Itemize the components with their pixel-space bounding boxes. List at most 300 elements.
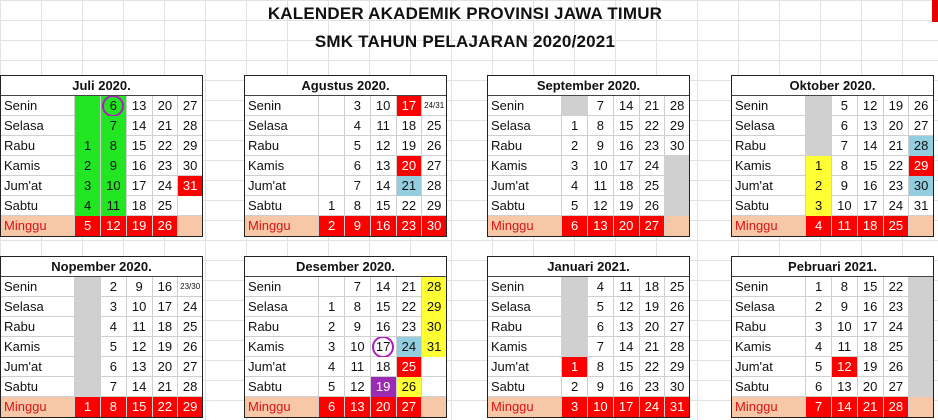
week-row (1, 297, 202, 317)
date-cell[interactable]: 24 (883, 196, 909, 216)
date-cell[interactable]: 28 (664, 337, 689, 357)
date-cell[interactable]: 9 (831, 176, 857, 196)
date-cell[interactable]: 18 (152, 317, 178, 337)
date-cell[interactable]: 8 (100, 136, 126, 156)
date-cell[interactable]: 14 (857, 136, 883, 156)
date-cell[interactable]: 20 (152, 357, 178, 377)
date-cell-circled[interactable]: 17 (370, 337, 396, 357)
date-cell[interactable] (318, 277, 344, 297)
date-cell[interactable]: 19 (370, 377, 396, 397)
date-cell[interactable]: 15 (370, 196, 396, 216)
date-cell[interactable]: 31 (177, 176, 202, 196)
date-cell[interactable] (177, 196, 202, 216)
date-cell[interactable]: 26 (421, 136, 446, 156)
date-cell[interactable]: 6 (805, 377, 831, 397)
date-cell[interactable]: 27 (177, 357, 202, 377)
date-cell[interactable]: 18 (126, 196, 152, 216)
date-cell[interactable]: 25 (883, 216, 909, 236)
date-cell[interactable]: 8 (344, 196, 370, 216)
date-cell[interactable]: 8 (344, 297, 370, 317)
date-cell[interactable]: 29 (421, 297, 446, 317)
date-cell[interactable]: 19 (152, 337, 178, 357)
date-cell[interactable]: 30 (908, 176, 933, 196)
date-cell[interactable]: 11 (587, 176, 613, 196)
date-cell[interactable]: 30 (421, 317, 446, 337)
date-cell[interactable]: 13 (587, 216, 613, 236)
date-cell[interactable]: 16 (370, 317, 396, 337)
date-cell[interactable]: 17 (857, 196, 883, 216)
date-cell[interactable]: 16 (126, 156, 152, 176)
date-cell[interactable]: 27 (883, 377, 909, 397)
date-cell[interactable]: 17 (613, 156, 639, 176)
date-cell[interactable]: 22 (883, 156, 909, 176)
week-row (1, 216, 202, 236)
date-cell[interactable]: 23 (883, 297, 909, 317)
date-cell[interactable]: 7 (344, 176, 370, 196)
date-cell[interactable]: 20 (396, 156, 422, 176)
date-cell[interactable]: 29 (177, 397, 202, 417)
date-cell[interactable] (561, 297, 587, 317)
date-cell[interactable] (318, 96, 344, 116)
date-cell[interactable]: 1 (318, 196, 344, 216)
date-cell[interactable]: 8 (587, 116, 613, 136)
date-cell[interactable]: 4 (805, 337, 831, 357)
date-cell[interactable]: 5 (831, 96, 857, 116)
date-cell[interactable]: 12 (857, 96, 883, 116)
date-cell[interactable]: 31 (421, 337, 446, 357)
date-cell[interactable]: 11 (831, 216, 857, 236)
date-cell[interactable]: 1 (805, 156, 831, 176)
date-cell[interactable]: 12 (370, 136, 396, 156)
date-cell[interactable]: 19 (126, 216, 152, 236)
week-row (1, 317, 202, 337)
date-cell[interactable] (74, 116, 100, 136)
date-cell[interactable]: 11 (613, 277, 639, 297)
date-cell[interactable]: 15 (613, 357, 639, 377)
weekday-label: Minggu (491, 218, 534, 233)
date-cell[interactable] (908, 377, 933, 397)
date-cell[interactable]: 17 (613, 397, 639, 417)
date-cell[interactable]: 2 (805, 297, 831, 317)
date-cell[interactable] (561, 337, 587, 357)
date-cell[interactable]: 16 (857, 176, 883, 196)
date-cell[interactable]: 21 (639, 96, 665, 116)
date-cell[interactable]: 26 (639, 196, 665, 216)
date-cell[interactable]: 22 (396, 297, 422, 317)
date-cell[interactable]: 13 (613, 317, 639, 337)
date-cell[interactable]: 15 (370, 297, 396, 317)
date-cell[interactable]: 11 (370, 116, 396, 136)
date-cell[interactable]: 28 (421, 176, 446, 196)
date-cell[interactable]: 9 (100, 156, 126, 176)
date-cell[interactable]: 9 (126, 277, 152, 297)
date-cell[interactable] (908, 337, 933, 357)
date-cell[interactable]: 8 (831, 156, 857, 176)
date-cell[interactable]: 14 (613, 96, 639, 116)
date-cell[interactable]: 15 (613, 116, 639, 136)
weekday-label: Senin (248, 98, 282, 113)
date-cell[interactable]: 12 (831, 357, 857, 377)
date-cell[interactable] (74, 297, 100, 317)
date-cell[interactable]: 22 (152, 397, 178, 417)
date-cell[interactable]: 1 (561, 357, 587, 377)
date-cell[interactable]: 26 (908, 96, 933, 116)
date-cell[interactable]: 25 (421, 116, 446, 136)
date-cell[interactable] (74, 377, 100, 397)
date-cell[interactable]: 7 (831, 136, 857, 156)
date-cell[interactable]: 28 (664, 96, 689, 116)
date-cell[interactable]: 19 (857, 357, 883, 377)
date-cell[interactable]: 18 (396, 116, 422, 136)
date-cell[interactable]: 20 (883, 116, 909, 136)
date-cell[interactable]: 16 (613, 136, 639, 156)
date-cell[interactable]: 21 (152, 116, 178, 136)
date-cell[interactable]: 12 (613, 297, 639, 317)
date-cell[interactable] (318, 116, 344, 136)
date-cell[interactable]: 3 (805, 196, 831, 216)
date-cell[interactable] (421, 357, 446, 377)
date-cell[interactable]: 18 (613, 176, 639, 196)
date-cell[interactable]: 16 (370, 216, 396, 236)
date-cell[interactable]: 26 (152, 216, 178, 236)
date-cell[interactable]: 13 (370, 156, 396, 176)
date-cell[interactable] (908, 317, 933, 337)
date-cell[interactable]: 5 (805, 357, 831, 377)
date-cell[interactable]: 23 (639, 136, 665, 156)
date-cell[interactable]: 24 (177, 297, 202, 317)
date-cell[interactable]: 11 (100, 196, 126, 216)
date-cell[interactable]: 2 (805, 176, 831, 196)
date-cell[interactable]: 3 (74, 176, 100, 196)
date-cell[interactable]: 28 (177, 116, 202, 136)
week-row (1, 96, 202, 116)
date-cell[interactable]: 4 (805, 216, 831, 236)
month-calendar (731, 75, 934, 237)
date-cell[interactable]: 25 (152, 196, 178, 216)
date-cell[interactable]: 10 (370, 96, 396, 116)
date-cell[interactable]: 7 (100, 116, 126, 136)
date-cell[interactable]: 6 (831, 116, 857, 136)
date-cell[interactable] (74, 96, 100, 116)
date-cell[interactable]: 24 (396, 337, 422, 357)
date-cell[interactable]: 26 (177, 337, 202, 357)
date-cell[interactable]: 10 (587, 156, 613, 176)
date-cell[interactable]: 28 (421, 277, 446, 297)
date-cell[interactable]: 16 (152, 277, 178, 297)
date-cell[interactable] (74, 357, 100, 377)
date-cell[interactable] (908, 277, 933, 297)
date-cell[interactable]: 24 (639, 397, 665, 417)
date-cell[interactable] (805, 116, 831, 136)
date-cell[interactable] (177, 216, 202, 236)
date-cell[interactable] (74, 337, 100, 357)
date-cell[interactable]: 19 (883, 96, 909, 116)
date-cell[interactable]: 23 (639, 377, 665, 397)
date-cell[interactable]: 26 (396, 377, 422, 397)
date-cell[interactable]: 1 (74, 136, 100, 156)
date-cell[interactable]: 29 (421, 196, 446, 216)
date-cell[interactable]: 10 (100, 176, 126, 196)
date-cell[interactable]: 15 (126, 397, 152, 417)
date-cell[interactable]: 23 (152, 156, 178, 176)
date-cell[interactable]: 29 (177, 136, 202, 156)
date-cell[interactable]: 11 (831, 337, 857, 357)
date-cell-circled[interactable]: 6 (100, 96, 126, 116)
date-cell[interactable]: 27 (396, 397, 422, 417)
date-cell[interactable]: 17 (857, 317, 883, 337)
date-cell[interactable]: 14 (370, 277, 396, 297)
date-cell[interactable]: 4 (100, 317, 126, 337)
date-cell[interactable] (561, 96, 587, 116)
weekday-label: Selasa (491, 118, 531, 133)
date-cell[interactable]: 5 (561, 196, 587, 216)
date-cell[interactable]: 16 (857, 297, 883, 317)
date-cell[interactable]: 3 (561, 397, 587, 417)
date-cell[interactable]: 8 (100, 397, 126, 417)
date-cell[interactable]: 11 (344, 357, 370, 377)
date-cell[interactable]: 21 (883, 136, 909, 156)
date-cell[interactable]: 4 (561, 176, 587, 196)
date-cell[interactable]: 19 (396, 136, 422, 156)
date-cell[interactable]: 4 (318, 357, 344, 377)
date-cell[interactable]: 6 (318, 397, 344, 417)
date-cell[interactable] (74, 277, 100, 297)
date-cell[interactable]: 18 (857, 216, 883, 236)
date-cell[interactable]: 2 (100, 277, 126, 297)
date-cell[interactable] (664, 216, 689, 236)
date-cell[interactable]: 7 (805, 397, 831, 417)
date-cell[interactable] (318, 176, 344, 196)
date-cell[interactable]: 4 (74, 196, 100, 216)
week-row (732, 397, 933, 417)
date-cell[interactable]: 1 (318, 297, 344, 317)
date-cell[interactable]: 30 (421, 216, 446, 236)
date-cell[interactable]: 28 (177, 377, 202, 397)
date-cell[interactable]: 27 (664, 317, 689, 337)
date-cell[interactable]: 30 (664, 136, 689, 156)
date-cell[interactable]: 7 (100, 377, 126, 397)
date-cell[interactable]: 13 (831, 377, 857, 397)
date-cell[interactable]: 17 (126, 176, 152, 196)
date-cell[interactable]: 19 (613, 196, 639, 216)
date-cell[interactable]: 30 (664, 377, 689, 397)
date-cell[interactable]: 17 (152, 297, 178, 317)
date-cell[interactable]: 22 (152, 136, 178, 156)
date-cell[interactable]: 21 (396, 176, 422, 196)
weekday-label: Sabtu (248, 198, 282, 213)
week-row (732, 156, 933, 176)
date-cell[interactable]: 13 (126, 357, 152, 377)
week-row (1, 397, 202, 417)
month-calendar (244, 256, 447, 418)
date-cell[interactable]: 26 (883, 357, 909, 377)
date-cell[interactable]: 3 (100, 297, 126, 317)
date-cell[interactable]: 6 (100, 357, 126, 377)
date-cell[interactable]: 9 (587, 377, 613, 397)
date-cell[interactable]: 27 (908, 116, 933, 136)
date-cell[interactable]: 6 (587, 317, 613, 337)
date-cell[interactable]: 11 (126, 317, 152, 337)
date-cell[interactable]: 15 (126, 136, 152, 156)
date-cell[interactable]: 28 (908, 136, 933, 156)
date-cell[interactable]: 5 (74, 216, 100, 236)
date-cell[interactable]: 18 (370, 357, 396, 377)
date-cell[interactable] (664, 156, 689, 176)
date-cell[interactable]: 3 (805, 317, 831, 337)
date-cell[interactable]: 2 (561, 136, 587, 156)
week-row (245, 96, 446, 116)
date-cell[interactable]: 9 (344, 317, 370, 337)
date-cell[interactable]: 31 (664, 397, 689, 417)
date-cell[interactable] (908, 397, 933, 417)
date-cell[interactable]: 2 (318, 317, 344, 337)
date-cell[interactable]: 1 (74, 397, 100, 417)
date-cell[interactable]: 12 (100, 216, 126, 236)
date-cell[interactable]: 10 (587, 397, 613, 417)
date-cell[interactable]: 8 (831, 277, 857, 297)
date-cell[interactable]: 7 (344, 277, 370, 297)
date-cell[interactable]: 2 (74, 156, 100, 176)
date-cell[interactable]: 10 (344, 337, 370, 357)
date-cell[interactable]: 10 (831, 317, 857, 337)
weekday-label: Sabtu (735, 379, 769, 394)
date-cell[interactable]: 9 (587, 136, 613, 156)
date-cell[interactable]: 20 (613, 216, 639, 236)
date-cell[interactable] (908, 216, 933, 236)
date-cell[interactable]: 5 (587, 297, 613, 317)
date-cell[interactable]: 14 (831, 397, 857, 417)
weekday-label: Sabtu (4, 198, 38, 213)
date-cell[interactable]: 20 (857, 377, 883, 397)
date-cell[interactable] (908, 297, 933, 317)
date-cell[interactable]: 7 (587, 96, 613, 116)
date-cell[interactable]: 14 (126, 377, 152, 397)
date-cell[interactable]: 4 (587, 277, 613, 297)
date-cell[interactable] (664, 176, 689, 196)
date-cell[interactable]: 31 (908, 196, 933, 216)
date-cell[interactable]: 10 (126, 297, 152, 317)
date-cell[interactable]: 22 (639, 116, 665, 136)
date-cell[interactable]: 29 (664, 357, 689, 377)
date-cell[interactable]: 2 (318, 216, 344, 236)
date-cell[interactable]: 24 (639, 156, 665, 176)
date-cell[interactable]: 25 (177, 317, 202, 337)
date-cell[interactable]: 14 (370, 176, 396, 196)
date-cell[interactable] (908, 357, 933, 377)
date-cell[interactable]: 3 (344, 96, 370, 116)
date-cell[interactable]: 23 (883, 176, 909, 196)
date-cell[interactable]: 10 (831, 196, 857, 216)
date-cell[interactable]: 29 (664, 116, 689, 136)
date-cell[interactable]: 22 (396, 196, 422, 216)
date-cell[interactable]: 7 (587, 337, 613, 357)
date-cell[interactable]: 28 (883, 397, 909, 417)
date-cell[interactable]: 25 (396, 357, 422, 377)
date-cell[interactable]: 8 (587, 357, 613, 377)
date-cell[interactable] (318, 136, 344, 156)
date-cell[interactable]: 5 (100, 337, 126, 357)
date-cell[interactable]: 5 (344, 136, 370, 156)
date-cell[interactable]: 23 (396, 317, 422, 337)
date-cell[interactable]: 22 (639, 357, 665, 377)
date-cell[interactable]: 2 (561, 377, 587, 397)
date-cell[interactable] (805, 136, 831, 156)
date-cell[interactable]: 20 (639, 317, 665, 337)
date-cell[interactable]: 13 (857, 116, 883, 136)
date-cell[interactable]: 25 (883, 337, 909, 357)
week-row (245, 196, 446, 216)
date-cell[interactable]: 16 (613, 377, 639, 397)
date-cell[interactable]: 1 (805, 277, 831, 297)
date-cell[interactable]: 9 (344, 216, 370, 236)
date-cell[interactable]: 3 (561, 156, 587, 176)
date-cell[interactable]: 20 (152, 96, 178, 116)
date-cell[interactable]: 22 (883, 277, 909, 297)
date-cell[interactable] (421, 377, 446, 397)
date-cell[interactable]: 21 (396, 277, 422, 297)
date-cell[interactable]: 13 (126, 96, 152, 116)
date-cell[interactable]: 19 (639, 297, 665, 317)
date-cell[interactable]: 15 (857, 277, 883, 297)
weekday-label: Jum'at (735, 178, 773, 193)
date-cell[interactable]: 21 (152, 377, 178, 397)
date-cell[interactable]: 24/31 (421, 96, 446, 116)
date-cell[interactable] (318, 156, 344, 176)
weekday-label: Kamis (735, 158, 772, 173)
date-cell[interactable]: 24 (152, 176, 178, 196)
date-cell[interactable]: 12 (126, 337, 152, 357)
date-cell[interactable]: 29 (908, 156, 933, 176)
date-cell[interactable]: 12 (587, 196, 613, 216)
date-cell[interactable]: 9 (831, 297, 857, 317)
date-cell[interactable]: 15 (857, 156, 883, 176)
date-cell[interactable]: 27 (177, 96, 202, 116)
date-cell[interactable]: 13 (344, 397, 370, 417)
date-cell[interactable] (421, 397, 446, 417)
date-cell[interactable]: 30 (177, 156, 202, 176)
date-cell[interactable]: 18 (639, 277, 665, 297)
date-cell[interactable] (74, 317, 100, 337)
date-cell[interactable]: 26 (664, 297, 689, 317)
date-cell[interactable]: 6 (561, 216, 587, 236)
date-cell[interactable]: 6 (344, 156, 370, 176)
date-cell[interactable]: 25 (664, 277, 689, 297)
date-cell[interactable] (561, 317, 587, 337)
date-cell[interactable]: 4 (344, 116, 370, 136)
date-cell[interactable]: 14 (613, 337, 639, 357)
date-cell[interactable]: 12 (344, 377, 370, 397)
date-cell[interactable]: 5 (318, 377, 344, 397)
date-cell[interactable]: 25 (639, 176, 665, 196)
date-cell[interactable]: 21 (639, 337, 665, 357)
weekday-label: Minggu (4, 218, 47, 233)
date-cell[interactable]: 23/30 (177, 277, 202, 297)
date-cell[interactable]: 21 (857, 397, 883, 417)
date-cell[interactable]: 24 (883, 317, 909, 337)
date-cell[interactable]: 17 (396, 96, 422, 116)
date-cell[interactable]: 3 (318, 337, 344, 357)
date-cell[interactable] (805, 96, 831, 116)
date-cell[interactable]: 1 (561, 116, 587, 136)
date-cell[interactable]: 14 (126, 116, 152, 136)
date-cell[interactable]: 18 (857, 337, 883, 357)
date-cell[interactable]: 27 (421, 156, 446, 176)
date-cell[interactable]: 23 (396, 216, 422, 236)
date-cell[interactable] (664, 196, 689, 216)
date-cell[interactable]: 27 (639, 216, 665, 236)
date-cell[interactable]: 20 (370, 397, 396, 417)
date-cell[interactable] (561, 277, 587, 297)
